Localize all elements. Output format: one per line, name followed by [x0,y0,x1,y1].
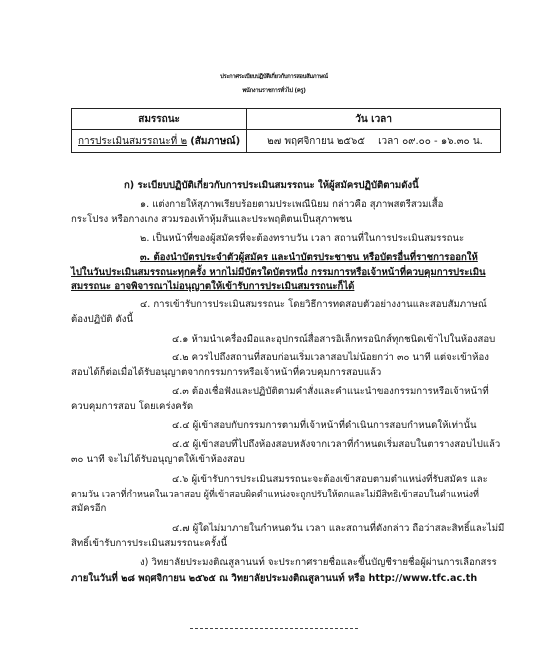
schedule-table [71,108,501,153]
competency-cell [72,130,247,153]
item-1-line-2: กระโปรง หรือกางเกง สวมรองเท้าหุ้มส้นและประพฤติตนเป็นสุภาพชน [71,214,353,225]
document-subtitle: พนักงานราชการทั่วไป (ครู) [242,88,306,94]
table-header-row [72,109,501,130]
section-g-line-2: ภายในวันที่ ๒๘ พฤศจิกายน ๒๕๖๕ ณ วิทยาลัยประมงติณสูลานนท์ หรือ http://www.tfc.ac.th [71,573,478,584]
header-competency: สมรรถนะ [72,109,247,130]
datetime-cell [247,130,501,153]
item-4-1: ๔.๑ ห้ามนำเครื่องมือและอุปกรณ์สื่อสารอิเล็กทรอนิกส์ทุกชนิดเข้าไปในห้องสอบ [172,334,496,345]
exam-time: เวลา ๐๙.๐๐ - ๑๖.๓๐ น. [378,135,483,147]
exam-date: ๒๗ พฤศจิกายน ๒๕๖๕ [267,135,365,147]
item-3-line-3: สมรรถนะ อาจพิจารณาไม่อนุญาตให้เข้ารับการประเมินสมรรถนะก็ได้ [71,281,355,292]
item-4-5-line-2: ๓๐ นาที จะไม่ได้รับอนุญาตให้เข้าห้องสอบ [71,454,245,465]
closing-divider [190,628,358,629]
item-4-2-line-2: สอบได้ก็ต่อเมื่อได้รับอนุญาตจากกรรมการหรือเจ้าหน้าที่ควบคุมการสอบแล้ว [71,367,382,378]
item-2: ๒. เป็นหน้าที่ของผู้สมัครที่จะต้องทราบวัน เวลา สถานที่ในการประเมินสมรรถนะ [140,233,465,244]
section-heading: ก) ระเบียบปฏิบัติเกี่ยวกับการประเมินสมรรถนะ ให้ผู้สมัครปฏิบัติตามดังนี้ [124,180,419,191]
competency-link[interactable]: การประเมินสมรรถนะที่ ๒ [78,135,188,147]
item-4-2-line-1: ๔.๒ ควรไปถึงสถานที่สอบก่อนเริ่มเวลาสอบไม่น้อยกว่า ๓๐ นาที แต่จะเข้าห้อง [172,352,489,363]
item-4-line-2: ต้องปฏิบัติ ดังนี้ [71,314,134,325]
item-1-line-1: ๑. แต่งกายให้สุภาพเรียบร้อยตามประเพณีนิยม กล่าวคือ สุภาพสตรีสวมเสื้อ [140,199,444,210]
item-4-4: ๔.๔ ผู้เข้าสอบกับกรรมการตามที่เจ้าหน้าที่ดำเนินการสอบกำหนดให้เท่านั้น [172,420,477,431]
item-4-7-line-1: ๔.๗ ผู้ใดไม่มาภายในกำหนดวัน เวลา และสถานที่ดังกล่าว ถือว่าสละสิทธิ์และไม่มี [172,523,505,534]
competency-note: (สัมภาษณ์) [190,135,241,147]
item-4-line-1: ๔. การเข้ารับการประเมินสมรรถนะ โดยวิธีการทดสอบตัวอย่างงานและสอบสัมภาษณ์ [140,299,487,310]
section-g-line-1: ง) วิทยาลัยประมงติณสูลานนท์ จะประกาศรายชื่อและขึ้นบัญชีรายชื่อผู้ผ่านการเลือกสรร [140,557,497,568]
item-4-6-line-1: ๔.๖ ผู้เข้ารับการประเมินสมรรถนะจะต้องเข้าสอบตามตำแหน่งที่รับสมัคร และ [172,474,488,485]
item-3-line-2: ไปในวันประเมินสมรรถนะทุกครั้ง หากไม่มีบัตรใดบัตรหนึ่ง กรรมการหรือเจ้าหน้าที่ควบคุมการประเมิน [71,267,486,278]
item-3-line-1: ๓. ต้องนำบัตรประจำตัวผู้สมัคร และนำบัตรประชาชน หรือบัตรอื่นที่ราชการออกให้ [140,252,478,263]
header-datetime: วัน เวลา [247,109,501,130]
table-row [72,130,501,153]
item-4-7-line-2: สิทธิ์เข้ารับการประเมินสมรรถนะครั้งนี้ [71,538,228,549]
item-4-3-line-1: ๔.๓ ต้องเชื่อฟังและปฏิบัติตามคำสั่งและคำแนะนำของกรรมการหรือเจ้าหน้าที่ [172,386,489,397]
item-4-6-line-2: ตามวัน เวลาที่กำหนดในเวลาสอบ ผู้ที่เข้าสอบผิดตำแหน่งจะถูกปรับให้ตกและไม่มีสิทธิเข้าสอบในตำแหน่งที่ [71,490,479,500]
item-4-5-line-1: ๔.๕ ผู้เข้าสอบที่ไปถึงห้องสอบหลังจากเวลาที่กำหนดเริ่มสอบในตารางสอบไปแล้ว [172,439,501,450]
item-4-6-line-3: สมัครอีก [71,503,107,514]
item-4-3-line-2: ควบคุมการสอบ โดยเคร่งครัด [71,401,194,412]
document-title: ประกาศระเบียบปฏิบัติเกี่ยวกับการสอบสัมภาษณ์ [220,74,328,80]
